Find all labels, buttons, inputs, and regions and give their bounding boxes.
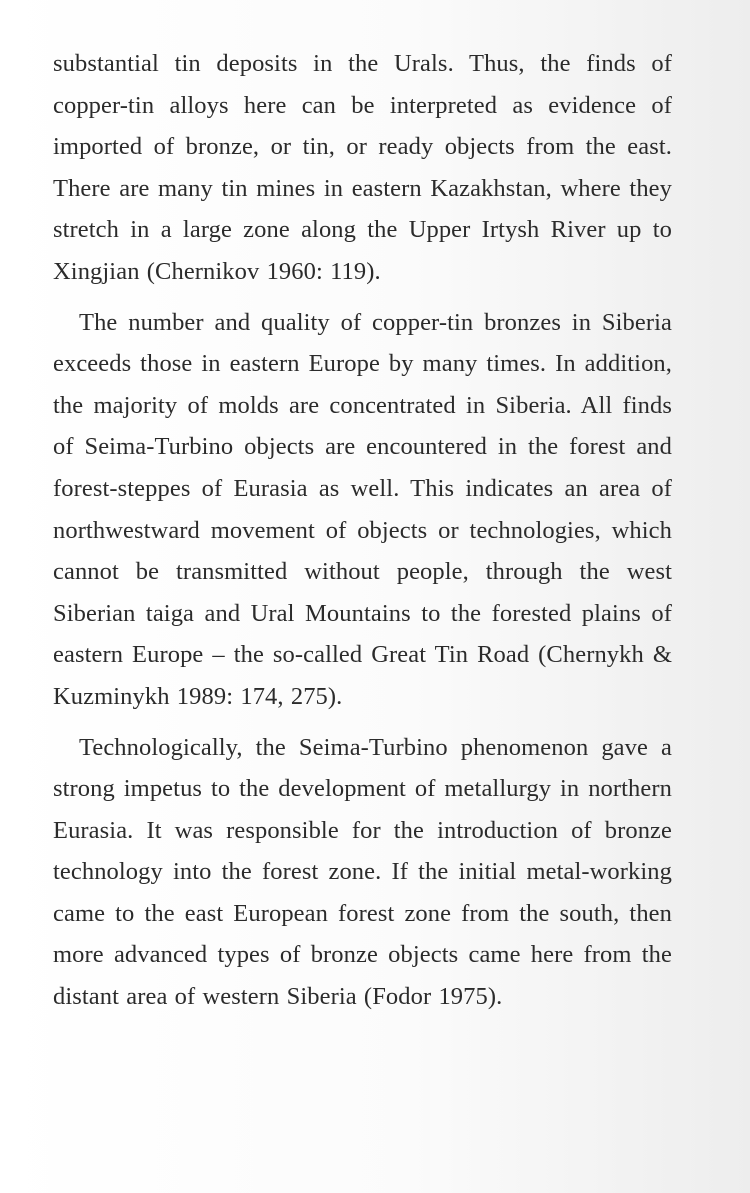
paragraph-continuation: substantial tin deposits in the Urals. Thus, the finds of copper-tin alloys here can be interpreted as evidence of imported of bronze, or tin, or ready objects from the east. There are many tin mines in eastern Kazakhstan, where they stretch in a large zone along the Upper Irtysh River up to Xingjian (Chernikov 1960: 119).	[53, 50, 672, 285]
paragraph-siberian-bronzes: The number and quality of copper-tin bronzes in Siberia exceeds those in eastern Europe by many times. In addition, the majority of molds are concentrated in Siberia. All finds of Seima-Turbino objects are encountered in the forest and forest-steppes of Eurasia as well. This indicates an area of northwestward movement of objects or technologies, which cannot be transmitted without people, through the west Siberian taiga and Ural Mountains to the forested plains of eastern Europe – the so-called Great Tin Road (Chernykh & Kuzminykh 1989: 174, 275).	[53, 308, 672, 710]
paragraph-technological-impetus: Technologically, the Seima-Turbino phenomenon gave a strong impetus to the development of metallurgy in northern Eurasia. It was responsible for the introduction of bronze technology into the forest zone. If the initial metal-working came to the east European forest zone from the south, then more advanced types of bronze objects came here from the distant area of western Siberia (Fodor 1975).	[53, 733, 672, 1011]
